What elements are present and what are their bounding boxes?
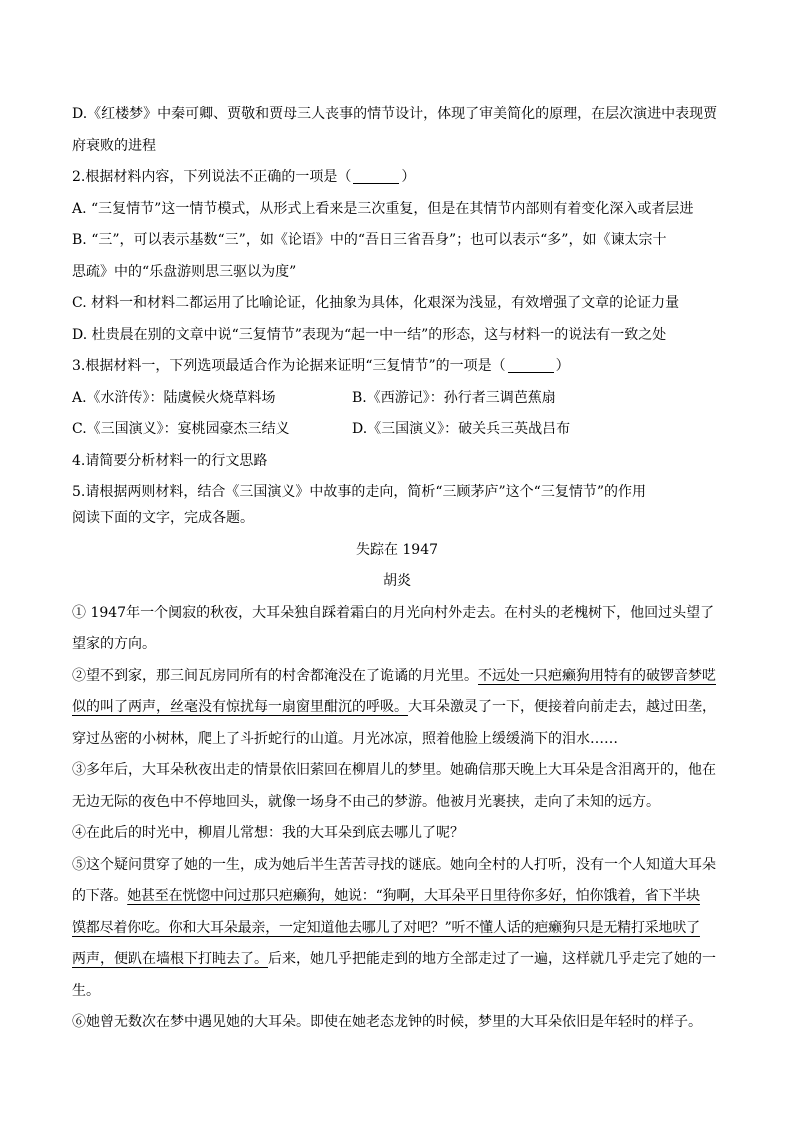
question-2-stem bbox=[72, 165, 722, 197]
story-title: 失踪在 1947 bbox=[355, 541, 439, 558]
paragraph-6: ⑥她曾无数次在梦中遇见她的大耳朵。即使在她老态龙钟的时候，梦里的大耳朵依旧是年轻时的样子。 bbox=[72, 1014, 702, 1030]
paragraph-5-line2 bbox=[72, 884, 722, 916]
question-3-option-d: D.《三国演义》：破关兵三英战吕布 bbox=[352, 421, 571, 437]
underlined-sentence: 馍都尽着你吃。你和大耳朵最亲，一定知道他去哪儿了对吧？”听不懂人话的疤癞狗只是无精打采地吠了 bbox=[72, 919, 700, 936]
underlined-sentence: 不远处一只疤癞狗用特有的破锣音梦呓 bbox=[478, 667, 716, 684]
question-2-option-b-line1: B. “三”，可以表示基数“三”，如《论语》中的“吾日三省吾身”；也可以表示“多”，如《谏太宗十 bbox=[72, 232, 667, 248]
question-3-option-a: A.《水浒传》：陆虞候火烧草料场 bbox=[72, 389, 276, 406]
question-2-stem-close: ） bbox=[401, 169, 416, 185]
paragraph-1-line2: 望家的方向。 bbox=[72, 636, 156, 652]
paragraph-5-line4 bbox=[72, 947, 722, 979]
paragraph-5-text: 的下落。 bbox=[72, 888, 128, 904]
question-3-option-b: B.《西游记》：孙行者三调芭蕉扇 bbox=[352, 389, 556, 406]
paragraph-3-line1: ③多年后，大耳朵秋夜出走的情景依旧萦回在柳眉儿的梦里。她确信那天晚上大耳朵是含泪离开的，他在 bbox=[72, 762, 716, 778]
question-2-option-a: A. “三复情节”这一情节模式，从形式上看来是三次重复，但是在其情节内部则有着变化深入或者层进 bbox=[72, 200, 694, 217]
document-body bbox=[72, 102, 722, 1042]
paragraph-2-line3: 穿过丛密的小树林，爬上了斗折蛇行的山道。月光冰凉，照着他脸上缓缓淌下的泪水…… bbox=[72, 730, 618, 747]
question-2-stem-text: 2.根据材料内容，下列说法不正确的一项是（ bbox=[72, 169, 352, 185]
answer-blank bbox=[353, 169, 399, 184]
story-author: 胡炎 bbox=[383, 573, 411, 589]
question-2-option-c: C. 材料一和材料二都运用了比喻论证，化抽象为具体，化艰深为浅显，有效增强了文章的论证力量 bbox=[72, 295, 680, 311]
q1-option-d-line1: D.《红楼梦》中秦可卿、贾敬和贾母三人丧事的情节设计，体现了审美简化的原理，在层次演进中表现贾 bbox=[72, 106, 718, 122]
question-3-stem-close: ） bbox=[555, 358, 570, 374]
paragraph-3-line2: 无边无际的夜色中不停地回头，就像一场身不由己的梦游。他被月光裹挟，走向了未知的远方。 bbox=[72, 793, 660, 810]
underlined-sentence: 似的叫了两声，丝毫没有惊扰每一扇窗里酣沉的呼吸。 bbox=[72, 699, 408, 715]
question-2-option-d: D. 杜贵晨在别的文章中说“三复情节”表现为“起一中一结”的形态，这与材料一的说法有一致之处 bbox=[72, 326, 667, 343]
paragraph-2-line2 bbox=[72, 695, 722, 727]
paragraph-4: ④在此后的时光中，柳眉儿常想：我的大耳朵到底去哪儿了呢？ bbox=[72, 825, 464, 841]
paragraph-5-line5: 生。 bbox=[72, 982, 100, 999]
paragraph-5-line3 bbox=[72, 916, 722, 948]
underlined-sentence: 她甚至在恍惚中问过那只疤癞狗，她说：“狗啊，大耳朵平日里待你多好，怕你饿着，省下半块 bbox=[127, 888, 700, 904]
paragraph-5-line1: ⑤这个疑问贯穿了她的一生，成为她后半生苦苦寻找的谜底。她向全村的人打听，没有一个人知道大耳朵 bbox=[72, 856, 716, 873]
question-3-options-ab bbox=[72, 386, 722, 418]
reading-instruction: 阅读下面的文字，完成各题。 bbox=[72, 510, 254, 526]
question-3-stem-text: 3.根据材料一，下列选项最适合作为论据来证明“三复情节”的一项是（ bbox=[72, 358, 506, 374]
question-3-options-cd bbox=[72, 417, 722, 449]
paragraph-1-line1: ① 1947年一个阒寂的秋夜，大耳朵独自踩着霜白的月光向村外走去。在村头的老槐树下，他回过头望了 bbox=[72, 604, 715, 621]
question-3-option-c: C.《三国演义》：宴桃园豪杰三结义 bbox=[72, 421, 290, 437]
paragraph-2-text: 大耳朵激灵了一下，便接着向前走去，越过田垄， bbox=[408, 699, 716, 715]
paragraph-5-text: 后来，她几乎把能走到的地方全部走过了一遍，这样就几乎走完了她的一 bbox=[268, 951, 716, 967]
question-4: 4.请简要分析材料一的行文思路 bbox=[72, 452, 268, 469]
answer-blank bbox=[508, 358, 554, 373]
question-5: 5.请根据两则材料，结合《三国演义》中故事的走向，简析“三顾茅庐”这个“三复情节”的作用 bbox=[72, 484, 646, 500]
underlined-sentence: 两声，便趴在墙根下打盹去了。 bbox=[72, 951, 268, 967]
paragraph-2-line1 bbox=[72, 664, 722, 696]
question-2-option-b-line2: 思疏》中的“乐盘游则思三驱以为度” bbox=[72, 263, 297, 280]
q1-option-d-line2: 府衰败的进程 bbox=[72, 137, 156, 154]
paragraph-2-text: ②望不到家，那三间瓦房同所有的村舍都淹没在了诡谲的月光里。 bbox=[72, 667, 478, 684]
question-3-stem bbox=[72, 354, 722, 386]
